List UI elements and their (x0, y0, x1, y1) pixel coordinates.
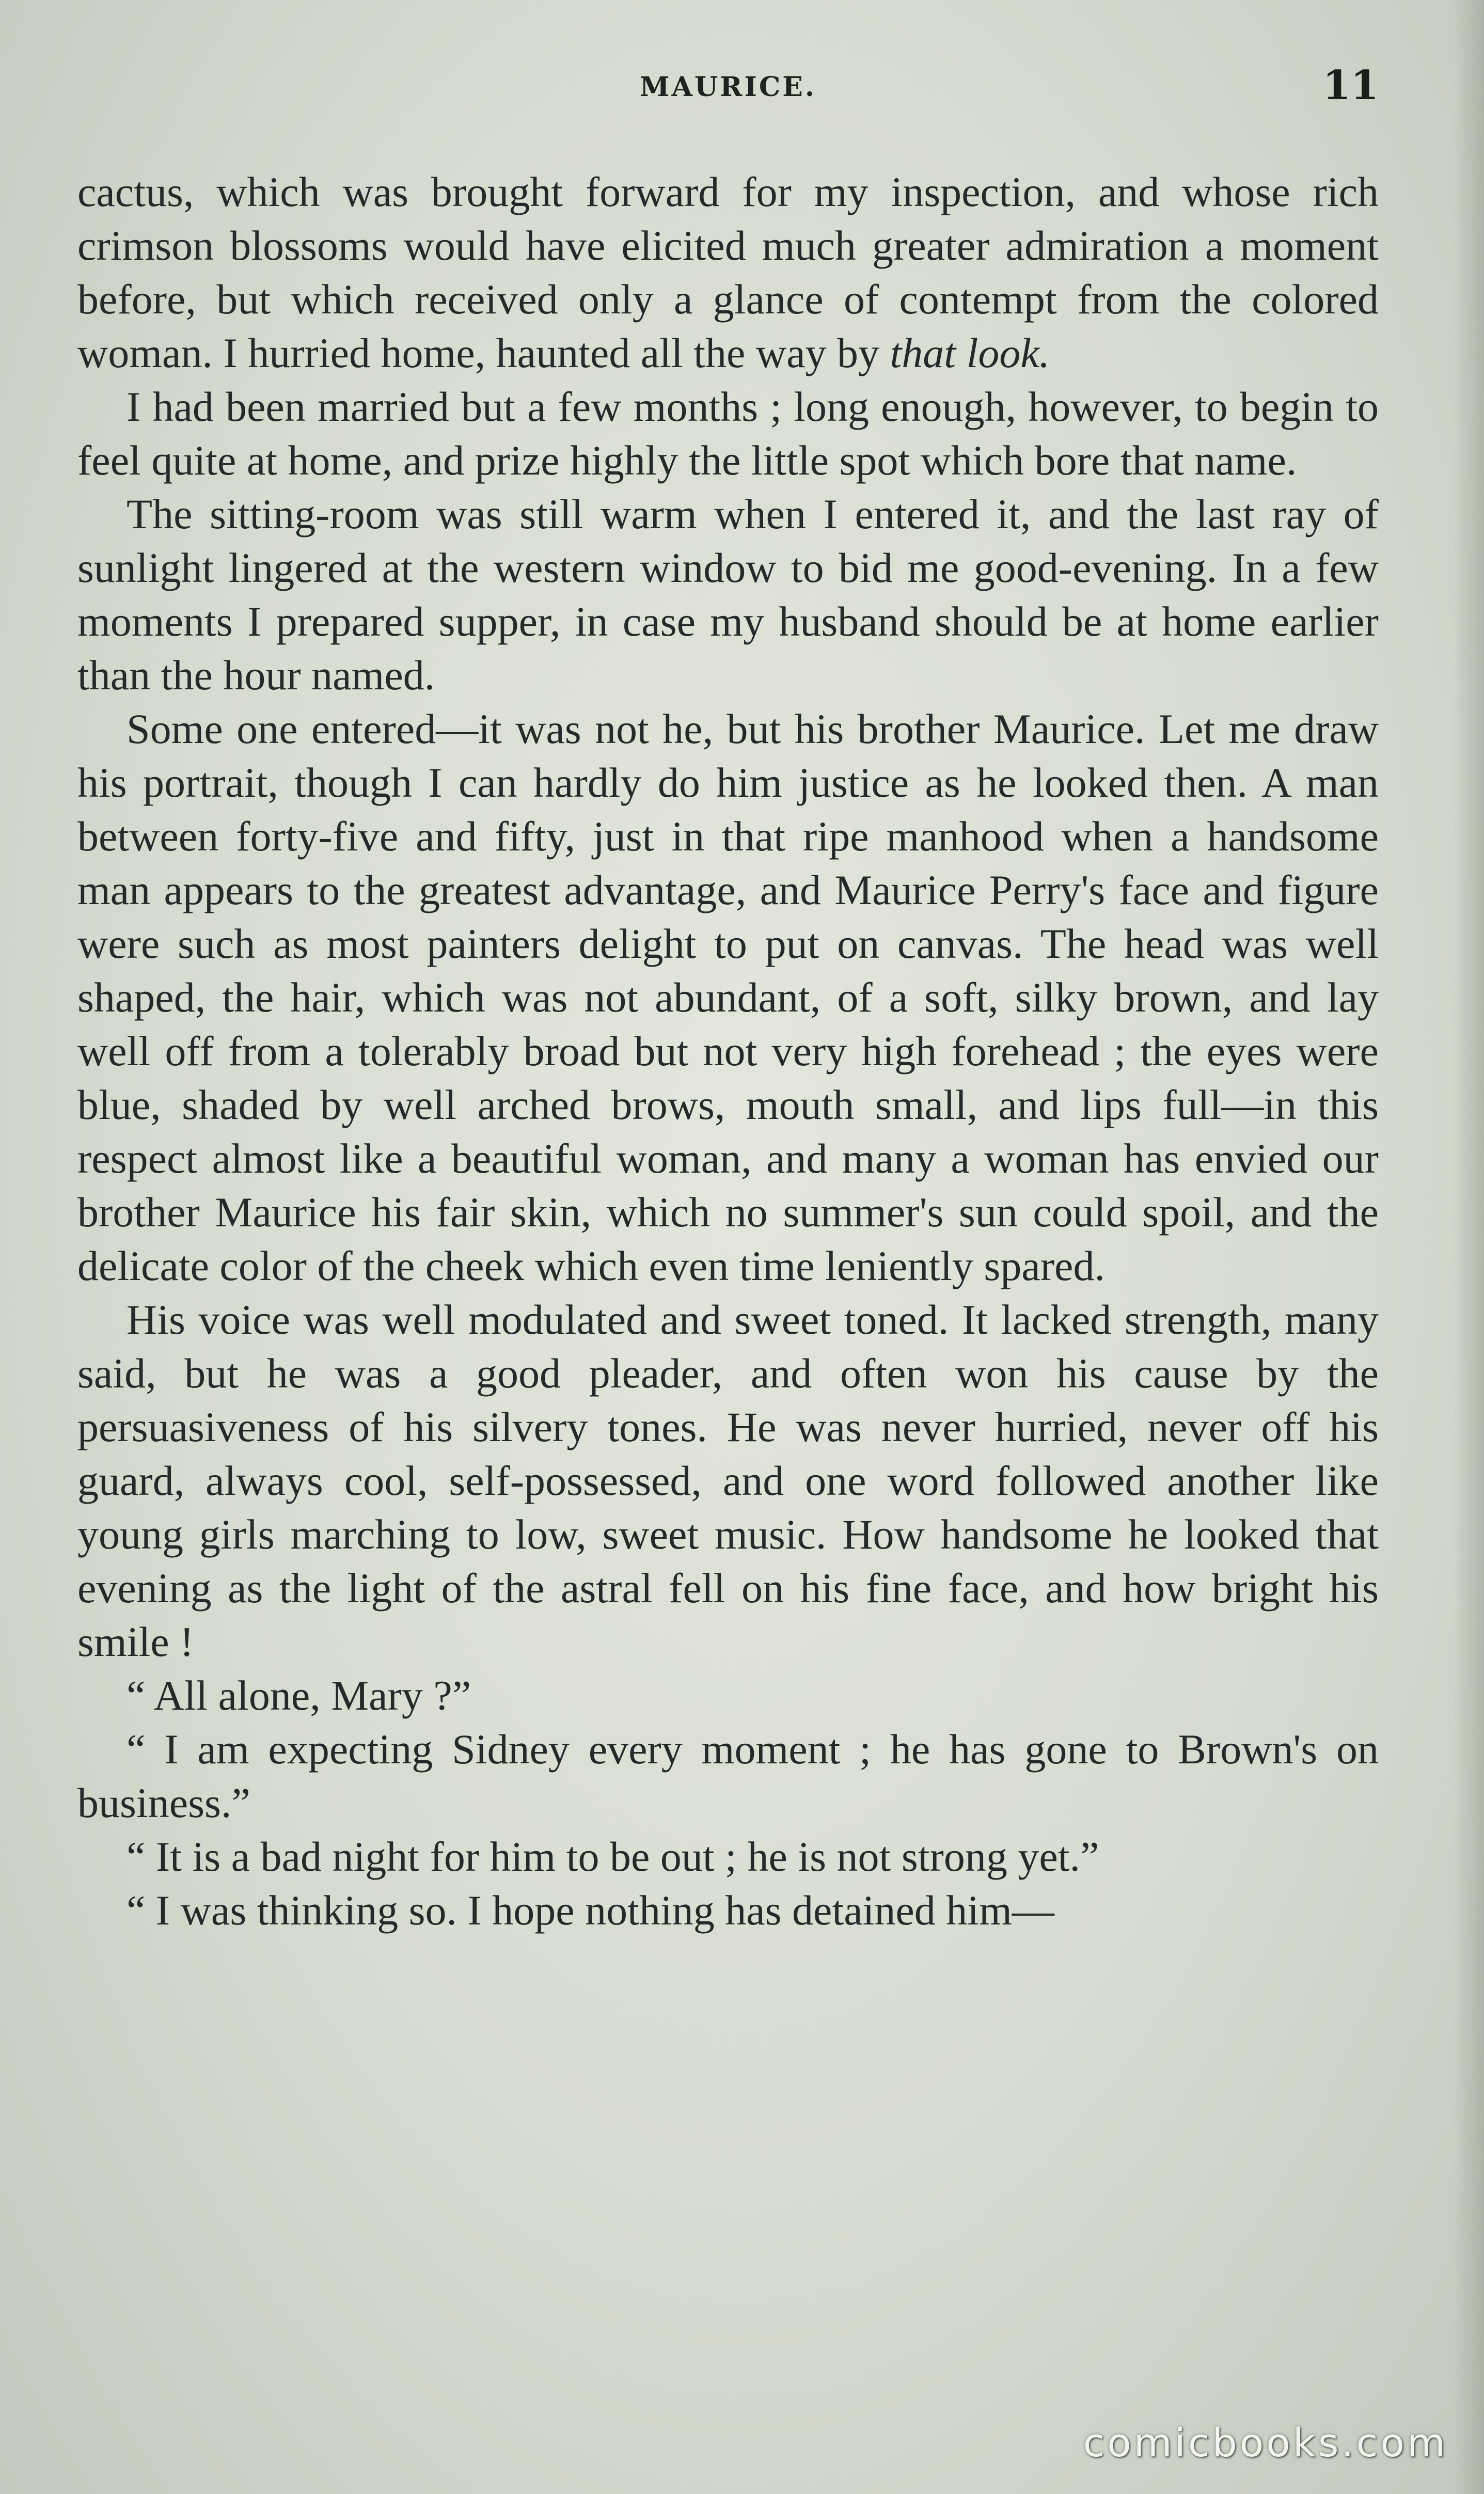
paragraph-5: His voice was well modulated and sweet toned. It lacked strength, many said, but he was a good pleader, and often won his cause by the persuasiveness of his silvery tones. He was never hurried, never off his guard, always cool, self-possessed, and one word followed another like young girls marching to low, sweet music. How handsome he looked that evening as the light of the astral fell on his fine face, and how bright his smile ! (77, 1296, 1379, 1665)
paragraph-9: “ I was thinking so. I hope nothing has detained him— (127, 1887, 1054, 1934)
paragraph-1 (77, 165, 1379, 380)
body-text (77, 165, 1379, 1937)
running-head (77, 62, 1379, 124)
paragraph-6: “ All alone, Mary ?” (127, 1672, 471, 1719)
page-edge-shadow (1453, 0, 1484, 2494)
watermark: comicbooks.com (1083, 2420, 1448, 2466)
running-title: MAURICE. (640, 71, 816, 103)
paragraph-2: I had been married but a few months ; long enough, however, to begin to feel quite at home, and prize highly the little spot which bore that name. (77, 383, 1379, 484)
paragraph-1-text: cactus, which was brought forward for my inspection, and whose rich crimson blossoms would have elicited much greater admiration a moment before, but which received only a glance of contempt from the colored woman. I hurried home, haunted all the way by (77, 168, 1379, 376)
page-number: 11 (1322, 62, 1379, 109)
paragraph-1-italic: that look. (890, 329, 1050, 376)
paragraph-4: Some one entered—it was not he, but his brother Maurice. Let me draw his portrait, though I can hardly do him justice as he looked then. A man between forty-five and fifty, just in that ripe manhood when a handsome man appears to the greatest advantage, and Maurice Perry's face and figure were such as most painters delight to put on canvas. The head was well shaped, the hair, which was not abundant, of a soft, silky brown, and lay well off from a tolerably broad but not very high forehead ; the eyes were blue, shaded by well arched brows, mouth small, and lips full—in this respect almost like a beautiful woman, and many a woman has envied our brother Maurice his fair skin, which no summer's sun could spoil, and the delicate color of the cheek which even time leniently spared. (77, 705, 1379, 1289)
paragraph-3: The sitting-room was still warm when I entered it, and the last ray of sunlight lingered at the western window to bid me good-evening. In a few moments I prepared supper, in case my husband should be at home earlier than the hour named. (77, 491, 1379, 699)
paragraph-8: “ It is a bad night for him to be out ; he is not strong yet.” (127, 1833, 1099, 1880)
paragraph-7: “ I am expecting Sidney every moment ; he has gone to Brown's on business.” (77, 1726, 1379, 1826)
